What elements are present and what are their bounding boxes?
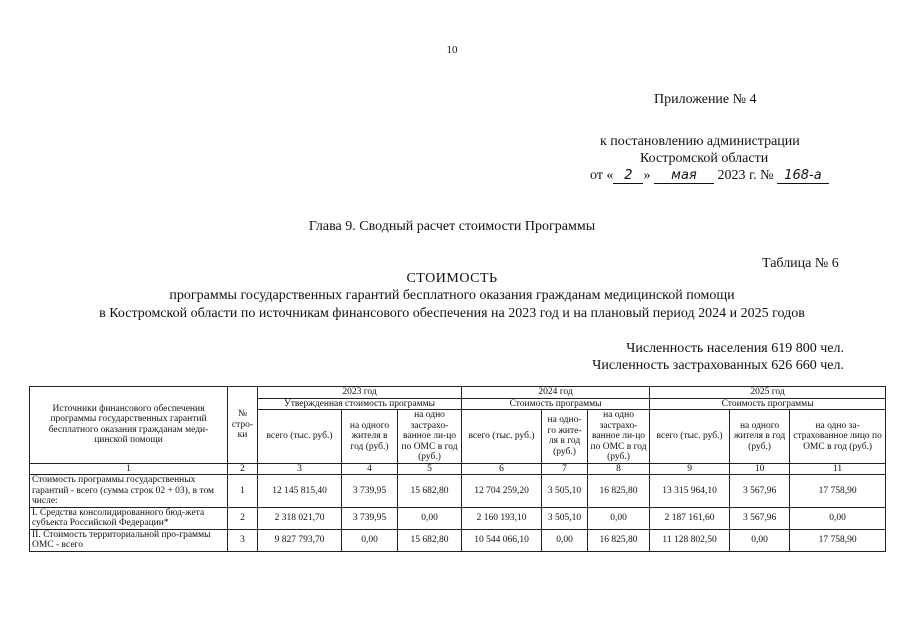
- column-number: 2: [228, 463, 258, 475]
- population-count: Численность населения 619 800 чел.: [626, 341, 844, 356]
- page-number: 10: [446, 44, 458, 56]
- insured-count: Численность застрахованных 626 660 чел.: [592, 358, 844, 373]
- cell-2024-per-insured: 16 825,80: [588, 475, 650, 508]
- row-label: Стоимость программы государственных гарантий - всего (сумма строк 02 + 03), в том числе:: [30, 475, 228, 508]
- header-cost-2023: Утвержденная стоимость программы: [258, 398, 462, 410]
- column-number: 11: [790, 463, 886, 475]
- header-2023-per-insured: на одно застрахо-ванное ли-цо по ОМС в год (руб.): [398, 410, 462, 464]
- cell-2025-total: 2 187 161,60: [650, 507, 730, 529]
- cell-2023-per-insured: 15 682,80: [398, 529, 462, 551]
- header-row-number: № стро-ки: [228, 387, 258, 464]
- header-2023-total: всего (тыс. руб.): [258, 410, 342, 464]
- header-2024-total: всего (тыс. руб.): [462, 410, 542, 464]
- document-subtitle-line-1: программы государственных гарантий бесплатного оказания гражданам медицинской помощи: [169, 288, 735, 303]
- appendix-label: Приложение № 4: [654, 92, 757, 107]
- cell-2023-total: 12 145 815,40: [258, 475, 342, 508]
- cell-2024-per-resident: 3 505,10: [542, 507, 588, 529]
- decree-line-1: к постановлению администрации: [600, 134, 800, 149]
- decree-line-2: Костромской области: [640, 151, 769, 166]
- header-2023-per-resident: на одного жителя в год (руб.): [342, 410, 398, 464]
- header-2024-per-insured: на одно застрахо-ванное ли-цо по ОМС в год (руб.): [588, 410, 650, 464]
- header-cost-2024: Стоимость программы: [462, 398, 650, 410]
- cell-2025-per-resident: 0,00: [730, 529, 790, 551]
- header-2025-total: всего (тыс. руб.): [650, 410, 730, 464]
- header-cost-2025: Стоимость программы: [650, 398, 886, 410]
- header-source: Источники финансового обеспечения программы государственных гарантий бесплатного оказания гражданам меди-цинской помощи: [30, 387, 228, 464]
- row-label: II. Стоимость территориальной про-граммы ОМС - всего: [30, 529, 228, 551]
- cost-table: [29, 386, 886, 552]
- date-month-handwritten: мая: [654, 168, 714, 184]
- date-day-handwritten: 2: [613, 168, 643, 184]
- header-year-2025: 2025 год: [650, 387, 886, 399]
- row-number: 3: [228, 529, 258, 551]
- header-row-years: [30, 387, 886, 399]
- table-row: [30, 529, 886, 551]
- decree-date-line: [590, 168, 829, 184]
- cell-2023-per-resident: 3 739,95: [342, 475, 398, 508]
- date-mid: »: [643, 168, 651, 183]
- column-number: 5: [398, 463, 462, 475]
- table-number: Таблица № 6: [762, 256, 839, 271]
- header-2025-per-resident: на одного жителя в год (руб.): [730, 410, 790, 464]
- cell-2023-total: 2 318 021,70: [258, 507, 342, 529]
- column-number: 9: [650, 463, 730, 475]
- document-title: СТОИМОСТЬ: [406, 271, 498, 286]
- cell-2024-per-resident: 3 505,10: [542, 475, 588, 508]
- header-2024-per-resident: на одно-го жите-ля в год (руб.): [542, 410, 588, 464]
- column-number-row: [30, 463, 886, 475]
- header-2025-per-insured: на одно за-страхованное лицо по ОМС в год (руб.): [790, 410, 886, 464]
- cell-2023-per-resident: 0,00: [342, 529, 398, 551]
- cell-2024-per-insured: 0,00: [588, 507, 650, 529]
- date-year: 2023 г. №: [717, 168, 774, 183]
- column-number: 1: [30, 463, 228, 475]
- table-row: [30, 507, 886, 529]
- cell-2025-per-insured: 17 758,90: [790, 529, 886, 551]
- column-number: 6: [462, 463, 542, 475]
- cell-2024-per-insured: 16 825,80: [588, 529, 650, 551]
- cell-2025-per-insured: 17 758,90: [790, 475, 886, 508]
- cell-2023-per-resident: 3 739,95: [342, 507, 398, 529]
- cell-2024-total: 2 160 193,10: [462, 507, 542, 529]
- header-year-2024: 2024 год: [462, 387, 650, 399]
- row-number: 2: [228, 507, 258, 529]
- row-label: I. Средства консолидированного бюд-жета субъекта Российской Федерации*: [30, 507, 228, 529]
- table-row: [30, 475, 886, 508]
- column-number: 4: [342, 463, 398, 475]
- column-number: 8: [588, 463, 650, 475]
- cell-2025-per-resident: 3 567,96: [730, 507, 790, 529]
- cell-2025-per-resident: 3 567,96: [730, 475, 790, 508]
- cell-2023-per-insured: 0,00: [398, 507, 462, 529]
- row-number: 1: [228, 475, 258, 508]
- cell-2025-total: 11 128 802,50: [650, 529, 730, 551]
- header-year-2023: 2023 год: [258, 387, 462, 399]
- cell-2023-per-insured: 15 682,80: [398, 475, 462, 508]
- cell-2025-total: 13 315 964,10: [650, 475, 730, 508]
- column-number: 7: [542, 463, 588, 475]
- decree-number-handwritten: 168-а: [777, 168, 829, 184]
- cell-2025-per-insured: 0,00: [790, 507, 886, 529]
- column-number: 3: [258, 463, 342, 475]
- cell-2024-total: 10 544 066,10: [462, 529, 542, 551]
- cell-2024-total: 12 704 259,20: [462, 475, 542, 508]
- column-number: 10: [730, 463, 790, 475]
- chapter-title: Глава 9. Сводный расчет стоимости Программы: [308, 219, 596, 234]
- date-prefix: от «: [590, 168, 614, 183]
- document-subtitle-line-2: в Костромской области по источникам финансового обеспечения на 2023 год и на плановый период 2024 и 2025 годов: [99, 306, 805, 321]
- cell-2023-total: 9 827 793,70: [258, 529, 342, 551]
- cell-2024-per-resident: 0,00: [542, 529, 588, 551]
